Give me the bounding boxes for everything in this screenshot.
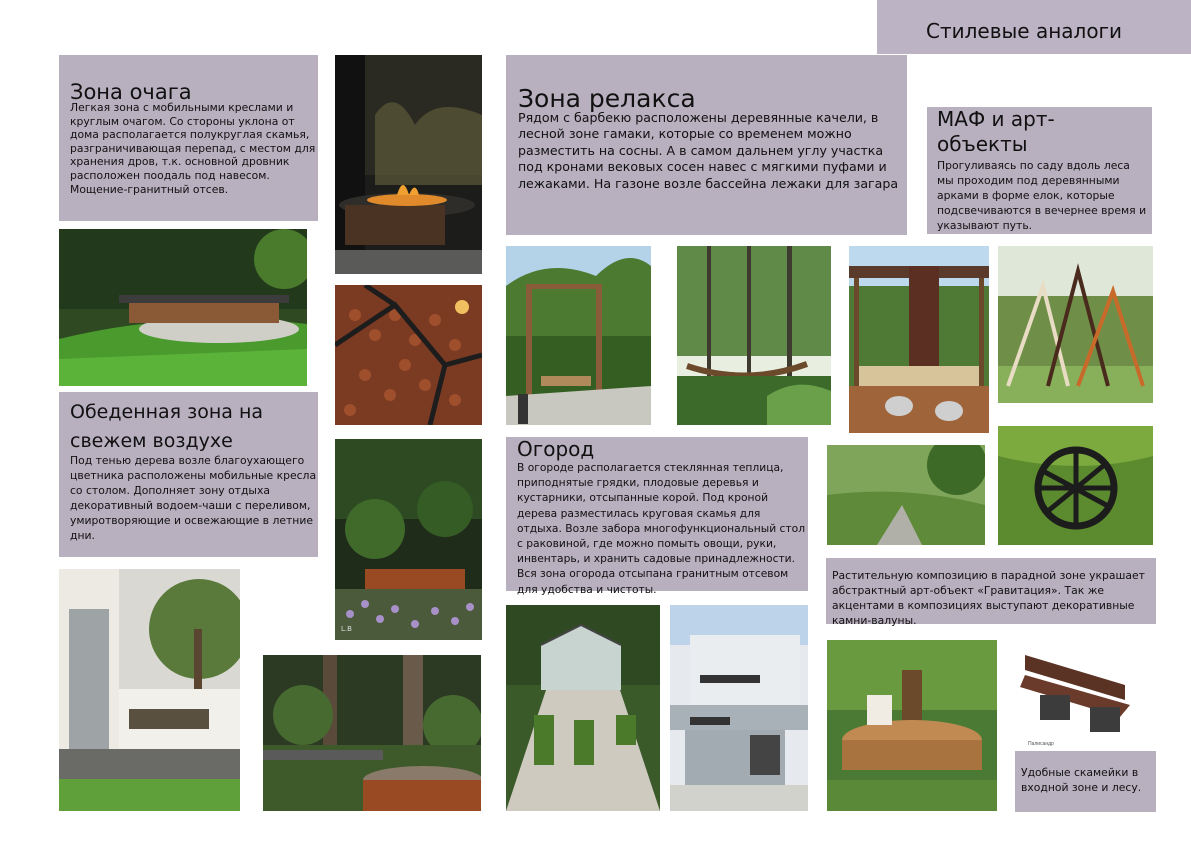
photo-lb-mark: L.B <box>341 625 352 633</box>
photo-house-patio <box>59 569 240 811</box>
header-panel <box>877 0 1191 54</box>
benches-text: Удобные скамейки в входной зоне и лесу. <box>1021 766 1142 794</box>
photo-water-bowl <box>263 655 481 811</box>
photo-firewood <box>335 285 482 425</box>
page-title: Стилевые аналоги <box>926 19 1123 43</box>
photo-tree-bench <box>827 640 997 811</box>
zone-relax-panel <box>506 55 907 235</box>
photo-hammock <box>677 246 831 425</box>
dining-zone-panel <box>59 392 318 557</box>
photo-pergola <box>849 246 989 433</box>
photo-bench-caption: Палисандр <box>1028 741 1054 747</box>
garden-text: В огороде располагается стеклянная теплица, приподнятые грядки, плодовые деревья и кустарники, отсыпанные корой. Под кроной дерева разместилась круговая скамья для отдыха. Возле забора многофункциональный стол с раковиной, где можно помыть овощи, руки, инвентарь, и хранить садовые принадлежности. Вся зона огорода отсыпана гранитным отсевом для удобства и чистоты. <box>517 461 806 596</box>
photo-dining-garden <box>335 439 482 640</box>
garden-panel <box>506 437 808 596</box>
zone-hearth-text: Легкая зона с мобильными креслами и круглым очагом. Со стороны уклона от дома располагается полукруглая скамья, разграничивающая перепад, с местом для хранения дров, т.к. основной дровник расположен поодаль под навесом. Мощение-гранитный отсев. <box>70 101 316 196</box>
dining-zone-title: Обеденная зона на свежем воздухе <box>70 401 264 452</box>
zone-hearth-panel <box>59 55 318 221</box>
photo-gravitation-sphere <box>998 426 1153 545</box>
benches-panel <box>1015 751 1156 812</box>
photo-art-arches <box>998 246 1153 403</box>
dining-zone-text: Под тенью дерева возле благоухающего цветника расположены мобильные кресла со столом. Дополняет зону отдыха декоративный водоем-чаши с переливом, умиротворяющие и освежающие в летние дни. <box>70 454 317 542</box>
photo-wooden-bench <box>1015 645 1141 749</box>
maf-panel <box>927 107 1152 234</box>
maf-title: МАФ и арт-объекты <box>937 107 1055 156</box>
maf-text: Прогуливаясь по саду вдоль леса мы проходим под деревянными арками в форме елок, которые подсвечиваются в вечернее время и указывают путь. <box>937 159 1147 232</box>
gravitation-text: Растительную композицию в парадной зоне украшает абстрактный арт-объект «Гравитация». Так же акцентами в композициях выступают декоративные камни-валуны. <box>832 569 1145 627</box>
zone-relax-text: Рядом с барбекю расположены деревянные качели, в лесной зоне гамаки, которые со временем можно разместить на сосны. А в самом дальнем углу участка под кронами вековых сосен навес с мягкими пуфами и лежаками. На газоне возле бассейна лежаки для загара <box>518 109 899 191</box>
photo-fire-pit <box>335 55 482 274</box>
photo-potting-table <box>670 605 808 811</box>
photo-forest-path <box>827 445 985 545</box>
zone-relax-title: Зона релакса <box>518 84 696 113</box>
photo-hearth-lawn <box>59 229 307 386</box>
photo-greenhouse <box>506 605 660 811</box>
garden-title: Огород <box>517 437 595 461</box>
gravitation-panel <box>826 558 1156 627</box>
zone-hearth-title: Зона очага <box>70 80 192 104</box>
photo-swing <box>506 246 651 425</box>
